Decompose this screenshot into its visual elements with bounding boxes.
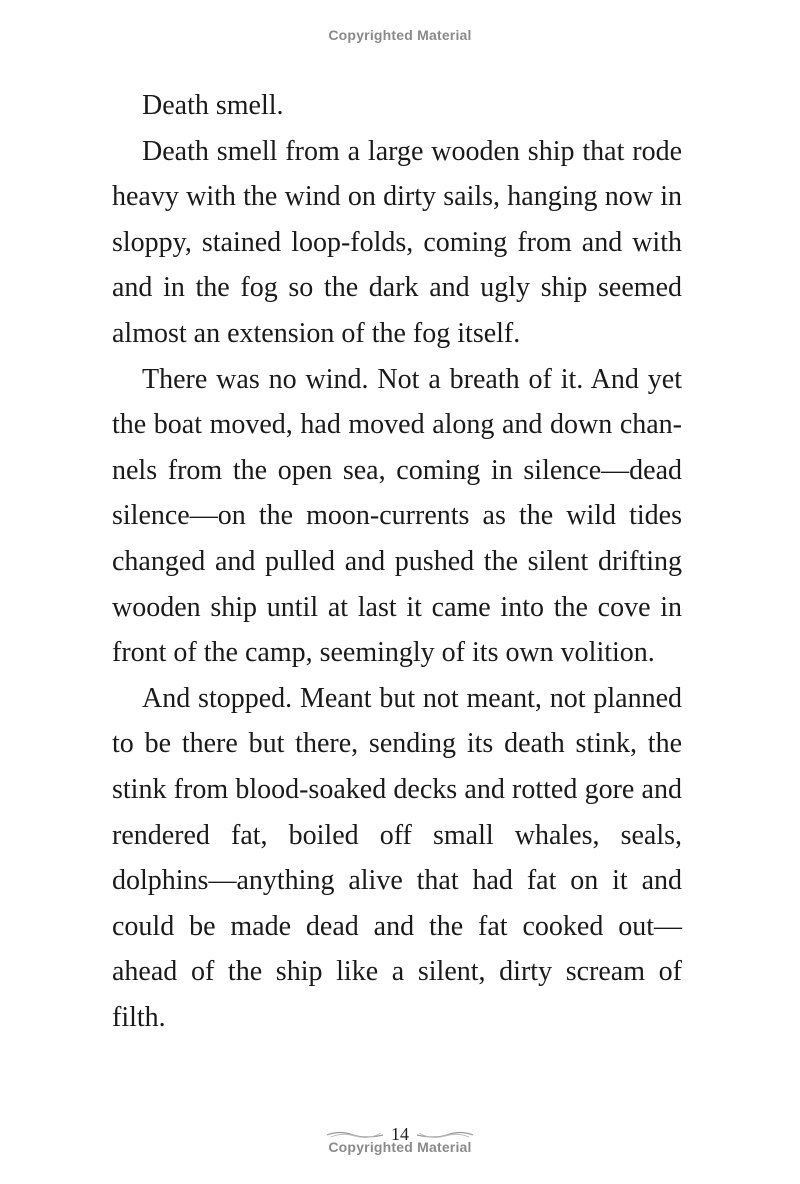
paragraph-2: Death smell from a large wooden ship that rode heavy with the wind on dirty sails, hanging now in sloppy, stained loop-folds, coming from and with and in the fog so the dark and ugly ship seemed almost an extension of the fog itself. [112, 135, 682, 349]
page-body [112, 83, 682, 1040]
copyright-watermark-bottom: Copyrighted Material [328, 1139, 472, 1155]
paragraph-3: There was no wind. Not a breath of it. And yet the boat moved, had moved along and down channels from the open sea, coming in silence—dead silence—on the moon-currents as the wild tides changed and pulled and pushed the silent drifting wooden ship until at last it came into the cove in front of the camp, seemingly of its own volition. [112, 363, 682, 669]
paragraph-1: Death smell. [142, 90, 284, 121]
paragraph-4: And stopped. Meant but not meant, not planned to be there but there, sending its death stink, the stink from blood-soaked decks and rotted gore and rendered fat, boiled off small whales, seals, dolphins—anything alive that had fat on it and could be made dead and the fat cooked out—ahead of the ship like a silent, dirty scream of filth. [112, 682, 682, 1033]
copyright-watermark-top: Copyrighted Material [328, 27, 472, 43]
page-number: 14 [391, 1124, 409, 1144]
